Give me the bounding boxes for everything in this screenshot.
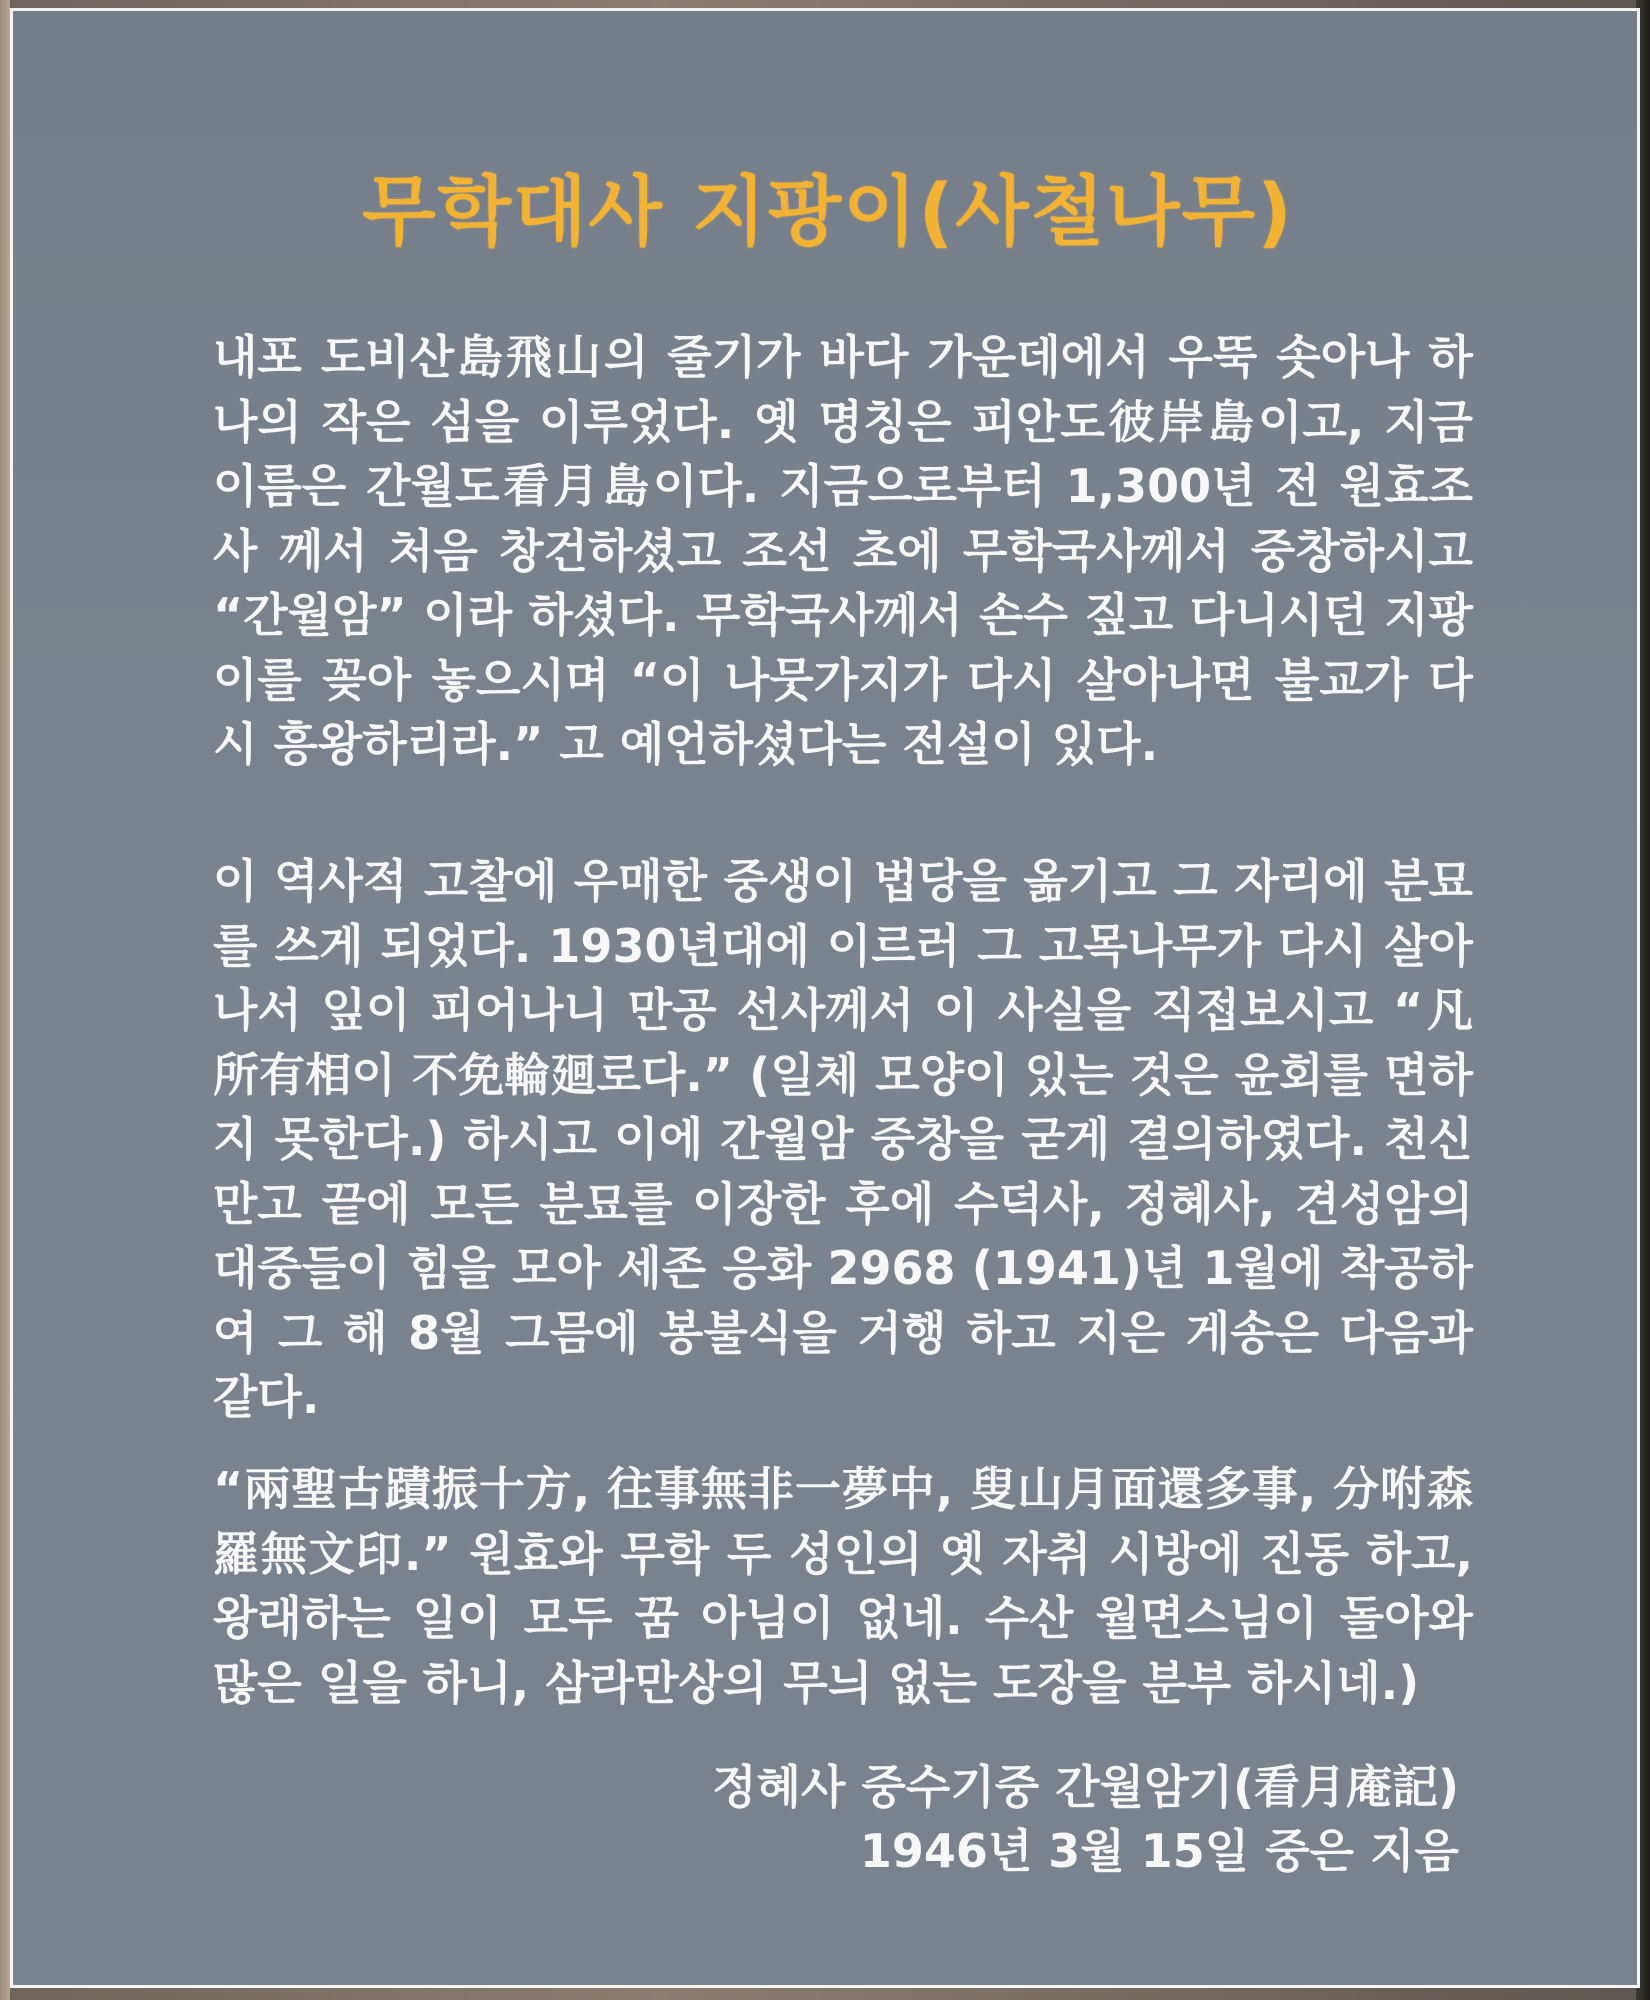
sign-title: 무학대사 지팡이(사철나무) <box>362 167 1294 256</box>
information-sign <box>10 8 1640 1988</box>
sign-paragraph-1: 내포 도비산島飛山의 줄기가 바다 가운데에서 우뚝 솟아나 하나의 작은 섬을 이루었다. 옛 명칭은 피안도彼岸島이고, 지금 이름은 간월도看月島이다. 지금으로부터 1,300년 전 원효조사 께서 처음 창건하셨고 조선 초에 무학국사께서 중창하시고 “간월암” 이라 하셨다. 무학국사께서 손수 짚고 다니시던 지팡이를 꽂아 놓으시며 “이 나뭇가지가 다시 살아나면 불교가 다시 흥왕하리라.” 고 예언하셨다는 전설이 있다. <box>213 330 1473 771</box>
signature-date-author: 1946년 3월 15일 중은 지음 <box>859 1824 1459 1878</box>
signature-source: 정혜사 중수기중 간월암기(看月庵記) <box>712 1760 1459 1814</box>
sign-paragraph-2: 이 역사적 고찰에 우매한 중생이 법당을 옮기고 그 자리에 분묘를 쓰게 되었다. 1930년대에 이르러 그 고목나무가 다시 살아나서 잎이 피어나니 만공 선사께서 이 사실을 직접보시고 “凡所有相이 不免輪廻로다.” (일체 모양이 있는 것은 윤회를 면하지 못한다.) 하시고 이에 간월암 중창을 굳게 결의하였다. 천신만고 끝에 모든 분묘를 이장한 후에 수덕사, 정혜사, 견성암의 대중들이 힘을 모아 세존 응화 2968 (1941)년 1월에 착공하여 그 해 8월 그믐에 봉불식을 거행 하고 지은 게송은 다음과 같다. <box>213 854 1473 1424</box>
left-background-strip <box>0 0 10 2000</box>
sign-paragraph-3: “兩聖古蹟振十方, 往事無非一夢中, 叟山月面還多事, 分咐森羅無文印.” 원효와 무학 두 성인의 옛 자취 시방에 진동 하고, 왕래하는 일이 모두 꿈 아님이 없네. 수산 월면스님이 돌아와 많은 일을 하니, 삼라만상의 무늬 없는 도장을 분부 하시네.) <box>213 1462 1473 1710</box>
